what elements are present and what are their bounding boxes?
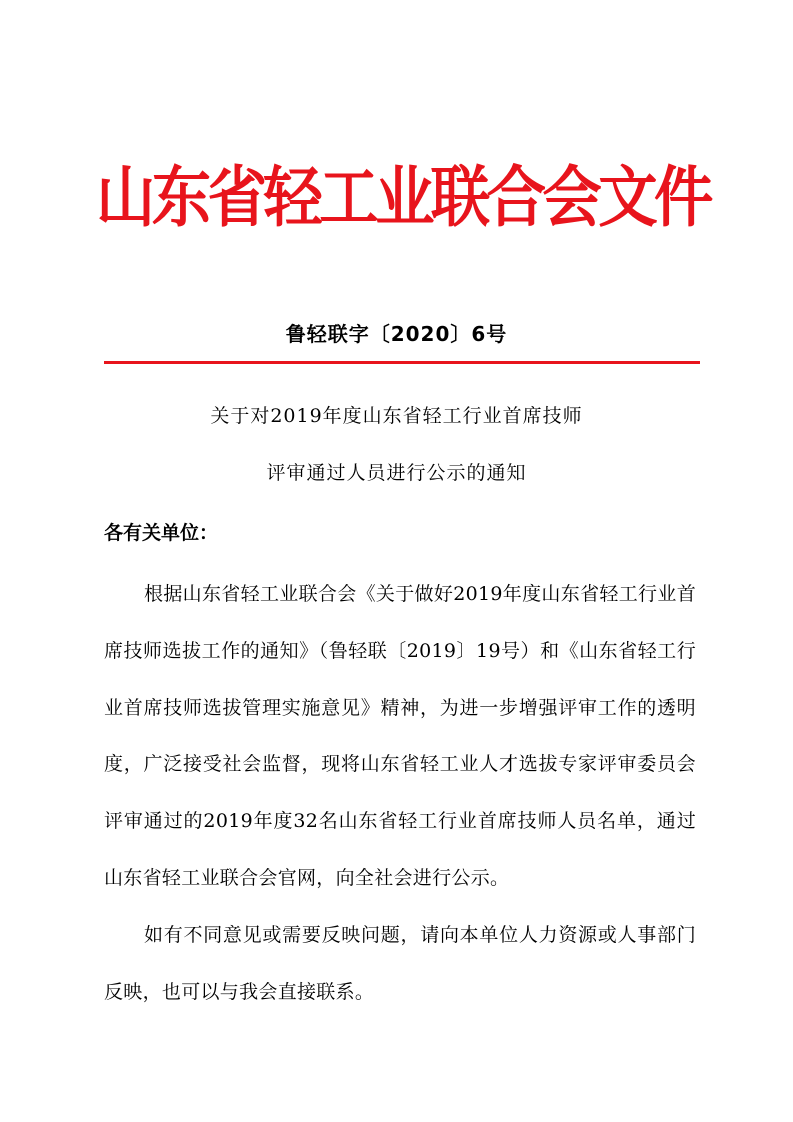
- notice-title-line-1: 关于对2019年度山东省轻工行业首席技师: [210, 405, 583, 427]
- document-header-title: 山东省轻工业联合会文件: [96, 159, 710, 236]
- document-number: 鲁轻联字〔2020〕6号: [285, 322, 508, 346]
- body-paragraph-2: 如有不同意见或需要反映问题，请向本单位人力资源或人事部门反映，也可以与我会直接联系。: [104, 924, 696, 1003]
- notice-title-line-2: 评审通过人员进行公示的通知: [266, 462, 527, 484]
- header-divider: [104, 361, 700, 364]
- body-paragraph-1: 根据山东省轻工业联合会《关于做好2019年度山东省轻工行业首席技师选拔工作的通知》（鲁轻联〔2019〕19号）和《山东省轻工行业首席技师选拔管理实施意见》精神，为进一步增强评审工作的透明度，广泛接受社会监督，现将山东省轻工业人才选拔专家评审委员会评审通过的2019年度32名山东省轻工行业首席技师人员名单，通过山东省轻工业联合会官网，向全社会进行公示。: [104, 583, 696, 889]
- salutation: 各有关单位：: [104, 522, 219, 544]
